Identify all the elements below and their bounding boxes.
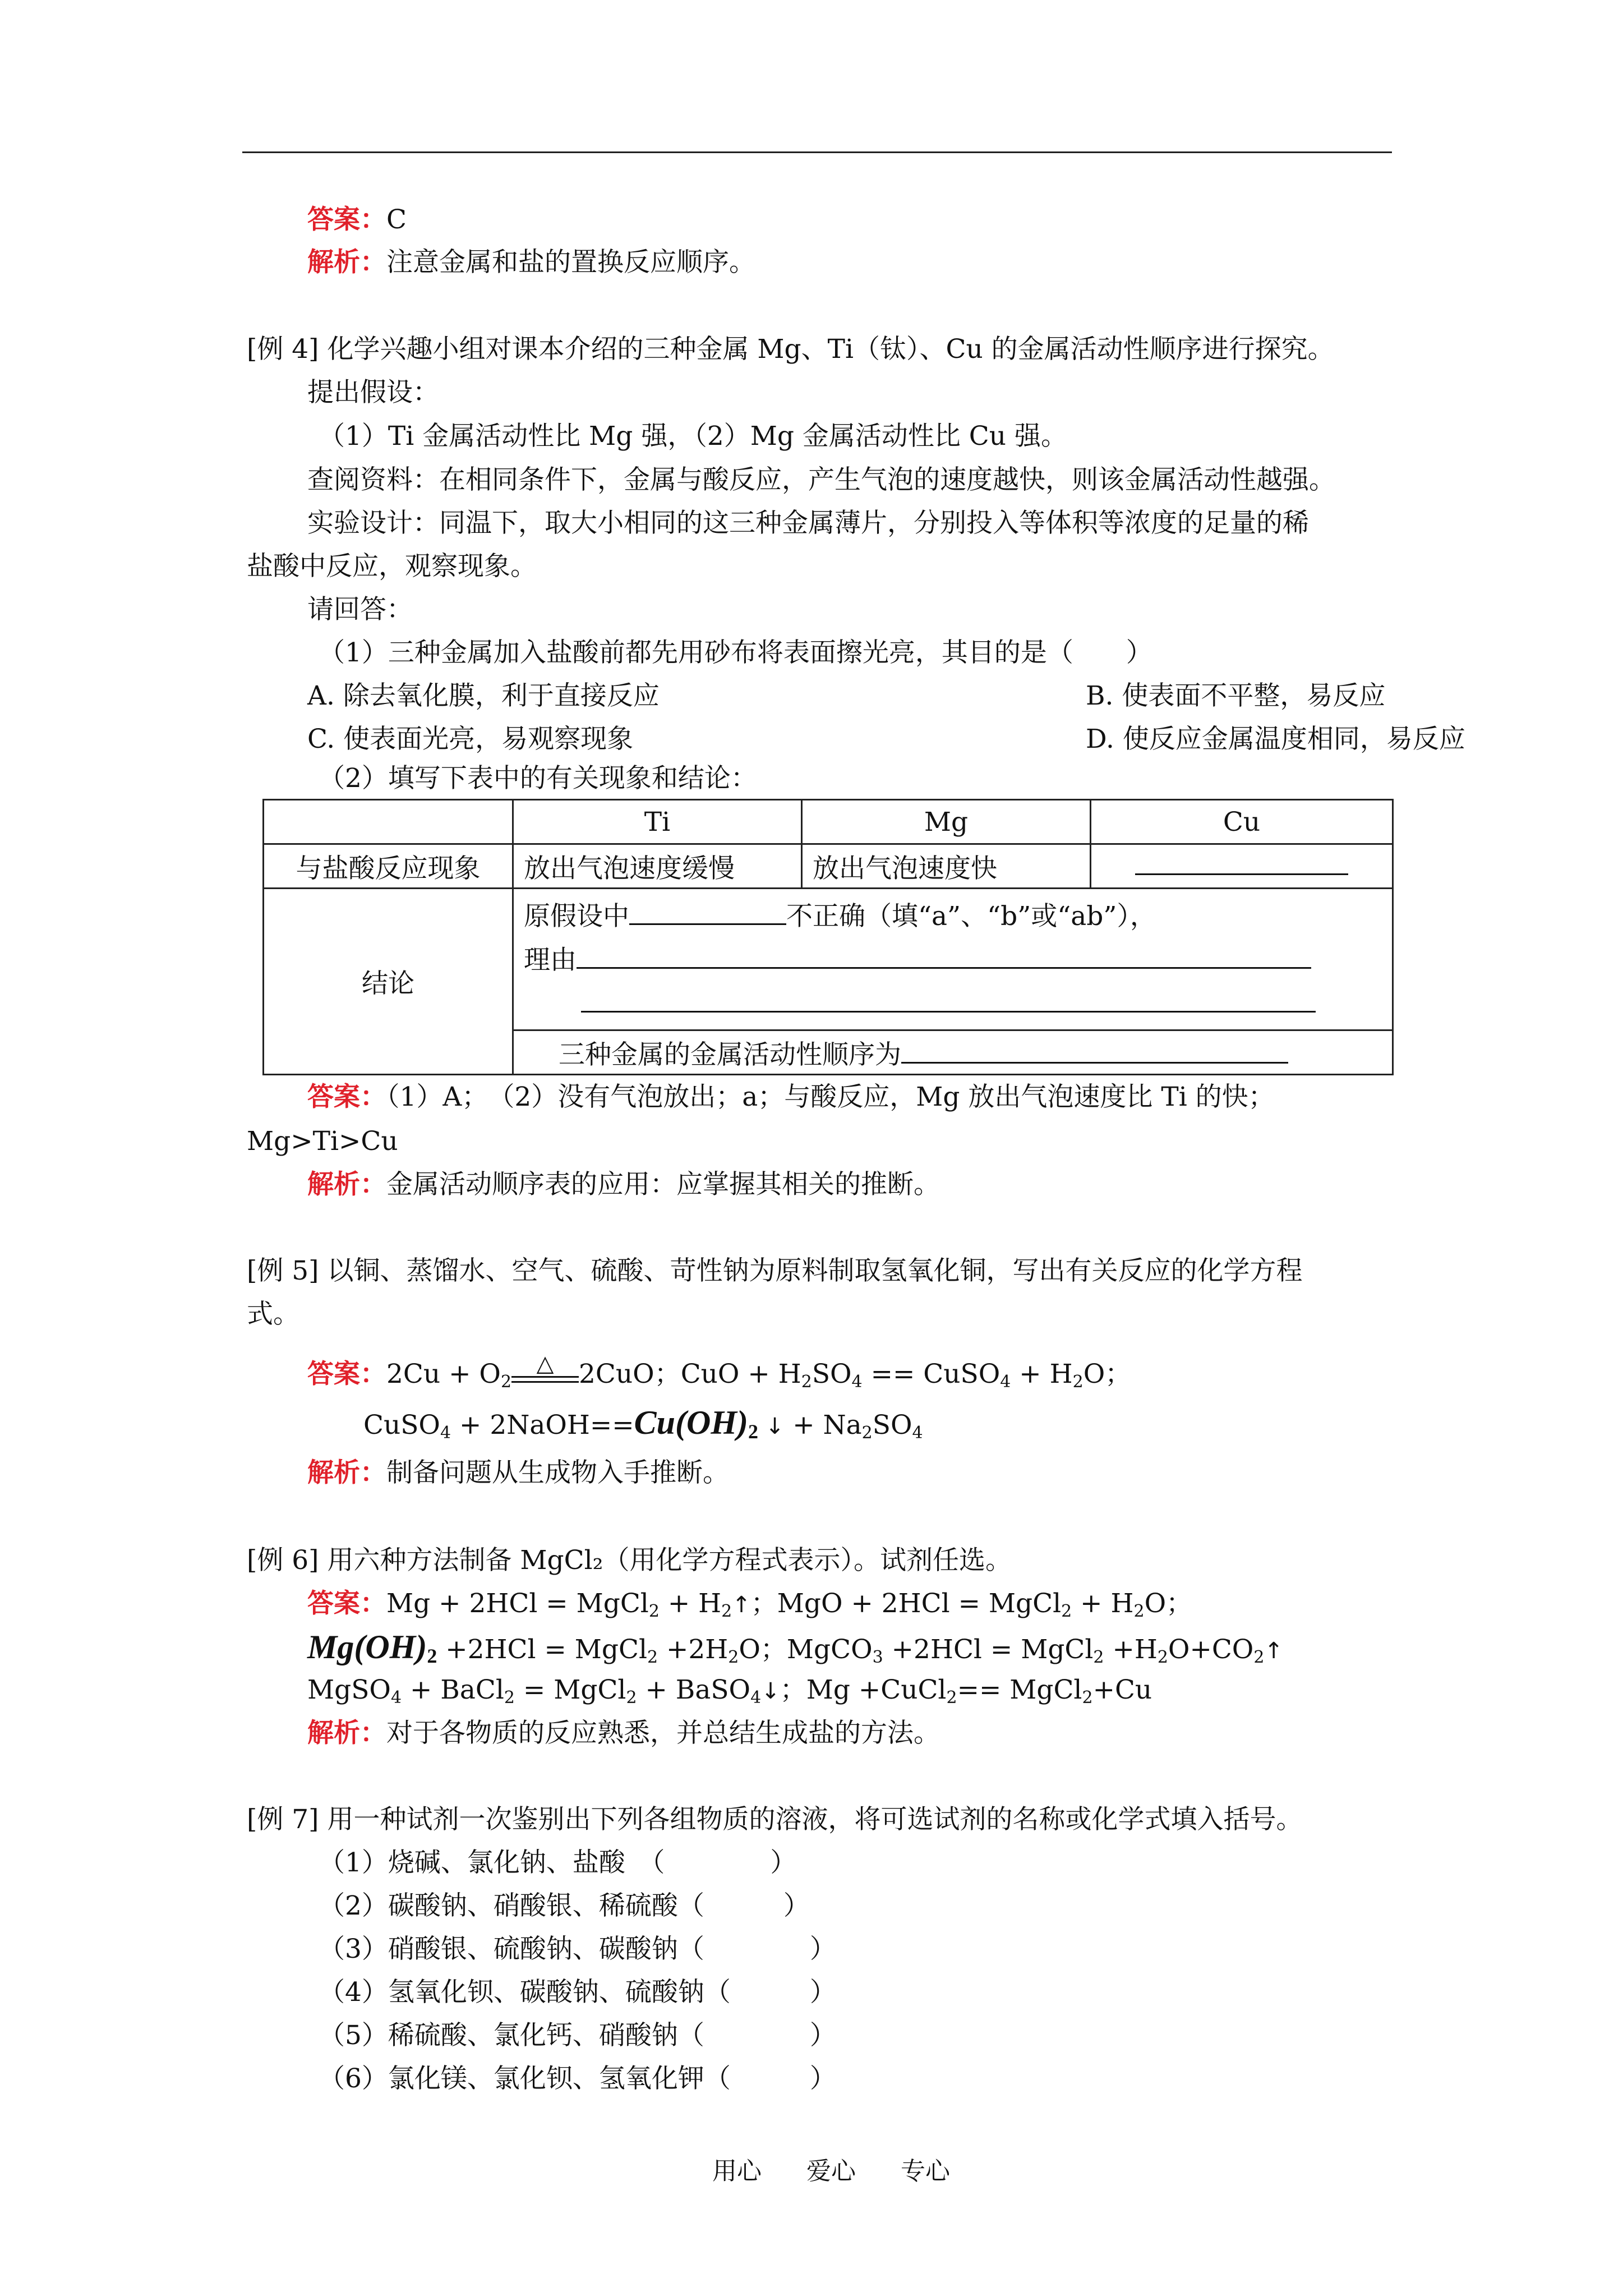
down-arrow-icon: ↓ xyxy=(761,1678,780,1704)
table-header-mg: Mg xyxy=(802,800,1091,844)
conclusion-cell xyxy=(513,889,1393,1030)
ex5-title-2: 式。 xyxy=(247,1299,299,1329)
conclusion-line-1: 原假设中 不正确（填“a”、“b”或“ab”）， xyxy=(524,901,1156,932)
list-item: （2）碳酸钠、硝酸银、稀硫酸（ ） xyxy=(319,1890,810,1921)
table-row xyxy=(264,844,1393,889)
heat-triangle-icon: △ xyxy=(536,1351,554,1377)
ex6-analysis: 解析：对于各物质的反应熟悉，并总结生成盐的方法。 xyxy=(307,1718,940,1749)
table-header-ti: Ti xyxy=(513,800,802,844)
down-arrow-icon: ↓ xyxy=(758,1414,785,1439)
ex4-title: [例 4] 化学兴趣小组对课本介绍的三种金属 Mg、Ti（钛）、Cu 的金属活动性顺序进行探究。 xyxy=(247,334,1334,365)
ex4-design1: 实验设计：同温下，取大小相同的这三种金属薄片，分别投入等体积等浓度的足量的稀 xyxy=(307,508,1309,539)
table-row-label: 与盐酸反应现象 xyxy=(264,844,513,889)
table-header-cu: Cu xyxy=(1091,800,1393,844)
ex4-design2: 盐酸中反应，观察现象。 xyxy=(247,551,537,582)
ex4-lookup: 查阅资料：在相同条件下，金属与酸反应，产生气泡的速度越快，则该金属活动性越强。 xyxy=(307,464,1335,495)
header-rule xyxy=(242,151,1392,153)
table-cell-mg: 放出气泡速度快 xyxy=(802,844,1091,889)
ex4-please: 请回答： xyxy=(307,594,413,625)
heat-equals-sign xyxy=(511,1351,579,1383)
fill-blank[interactable] xyxy=(901,1039,1288,1064)
ex4-answer: 答案：（1）A； （2）没有气泡放出；a；与酸反应，Mg 放出气泡速度比 Ti 的快； xyxy=(307,1082,1275,1112)
ex4-options-ab: A. 除去氧化膜，利于直接反应 B. 使表面不平整，易反应 xyxy=(307,680,1386,711)
ex4-hyp: （1）Ti 金属活动性比 Mg 强，（2）Mg 金属活动性比 Cu 强。 xyxy=(319,421,1067,452)
results-table xyxy=(262,799,1394,1075)
ex6-title: [例 6] 用六种方法制备 MgCl₂（用化学方程式表示）。试剂任选。 xyxy=(247,1545,1012,1576)
ex3-answer: 答案：C xyxy=(307,204,407,235)
table-cell-cu-blank[interactable] xyxy=(1091,844,1393,889)
table-row xyxy=(264,889,1393,1030)
conclusion-line-3 xyxy=(524,982,1382,1026)
ex6-answer-1: 答案：Mg + 2HCl = MgCl$_2$ + $H_2↑$；MgO + 2HCl = MgCl$_2$ + $H_2O$； xyxy=(307,1588,1193,1621)
ex5-answer-eq1: 答案：$2Cu + O_2$ △ 2CuO；CuO + $H_2SO_4$ == CuSO$_4$ + $H_2O$； xyxy=(307,1358,1131,1391)
ex4-options-cd: C. 使表面光亮，易观察现象 D. 使反应金属温度相同，易反应 xyxy=(307,724,1465,754)
table-cell xyxy=(264,800,513,844)
ex6-answer-3: MgSO$_4$ + BaCl$_2$ = MgCl$_2$ + BaSO$_4$↓；Mg +CuCl$_2$== MgCl$_2$+Cu xyxy=(307,1674,1152,1708)
conclusion-line-2: 理由 xyxy=(524,938,1382,982)
up-arrow-icon: ↑ xyxy=(1264,1638,1283,1664)
ex5-title: [例 5] 以铜、蒸馏水、空气、硫酸、苛性钠为原料制取氢氧化铜，写出有关反应的化学方程 xyxy=(247,1255,1303,1286)
up-arrow-icon: ↑ xyxy=(732,1592,751,1618)
fill-blank[interactable] xyxy=(1135,851,1348,875)
ex6-answer-2: $Mg(OH)_2 +2HCl$ = MgCl$_2$ $+2H_2O$；MgCO$_3$ +2HCl = MgCl$_2$ $+H_2O+CO_2↑$ xyxy=(307,1628,1283,1667)
fill-blank[interactable] xyxy=(581,988,1316,1013)
list-item: （6）氯化镁、氯化钡、氢氧化钾（ ） xyxy=(319,2063,836,2094)
ex3-analysis: 解析：注意金属和盐的置换反应顺序。 xyxy=(307,247,755,278)
fill-blank[interactable] xyxy=(577,945,1311,969)
fill-blank[interactable] xyxy=(629,901,786,925)
ex5-answer-eq2: CuSO$_4$ + $2NaOH==Cu(OH)_2$ ↓ + $Na_2SO_4$ xyxy=(363,1404,923,1443)
page-footer: 用心 爱心 专心 xyxy=(712,2157,950,2185)
ex4-analysis: 解析：金属活动顺序表的应用：应掌握其相关的推断。 xyxy=(307,1169,940,1200)
list-item: （5）稀硫酸、氯化钙、硝酸钠（ ） xyxy=(319,2020,836,2051)
table-row xyxy=(264,800,1393,844)
order-cell: 三种金属的金属活动性顺序为 xyxy=(513,1030,1393,1075)
ex4-hyp-title: 提出假设： xyxy=(307,377,439,408)
ex7-title: [例 7] 用一种试剂一次鉴别出下列各组物质的溶液，将可选试剂的名称或化学式填入括号。 xyxy=(247,1804,1303,1835)
list-item: （1）烧碱、氯化钠、盐酸 （ ） xyxy=(319,1847,797,1878)
ex5-analysis: 解析：制备问题从生成物入手推断。 xyxy=(307,1457,729,1488)
ex4-q1: （1）三种金属加入盐酸前都先用砂布将表面擦光亮，其目的是（ ） xyxy=(319,637,1152,668)
ex4-q2: （2）填写下表中的有关现象和结论： xyxy=(319,763,757,794)
table-row-label: 结论 xyxy=(264,889,513,1075)
ex4-answer-2: Mg>Ti>Cu xyxy=(247,1126,398,1157)
list-item: （3）硝酸银、硫酸钠、碳酸钠（ ） xyxy=(319,1934,836,1964)
list-item: （4）氢氧化钡、碳酸钠、硫酸钠（ ） xyxy=(319,1977,836,2008)
table-cell-ti: 放出气泡速度缓慢 xyxy=(513,844,802,889)
